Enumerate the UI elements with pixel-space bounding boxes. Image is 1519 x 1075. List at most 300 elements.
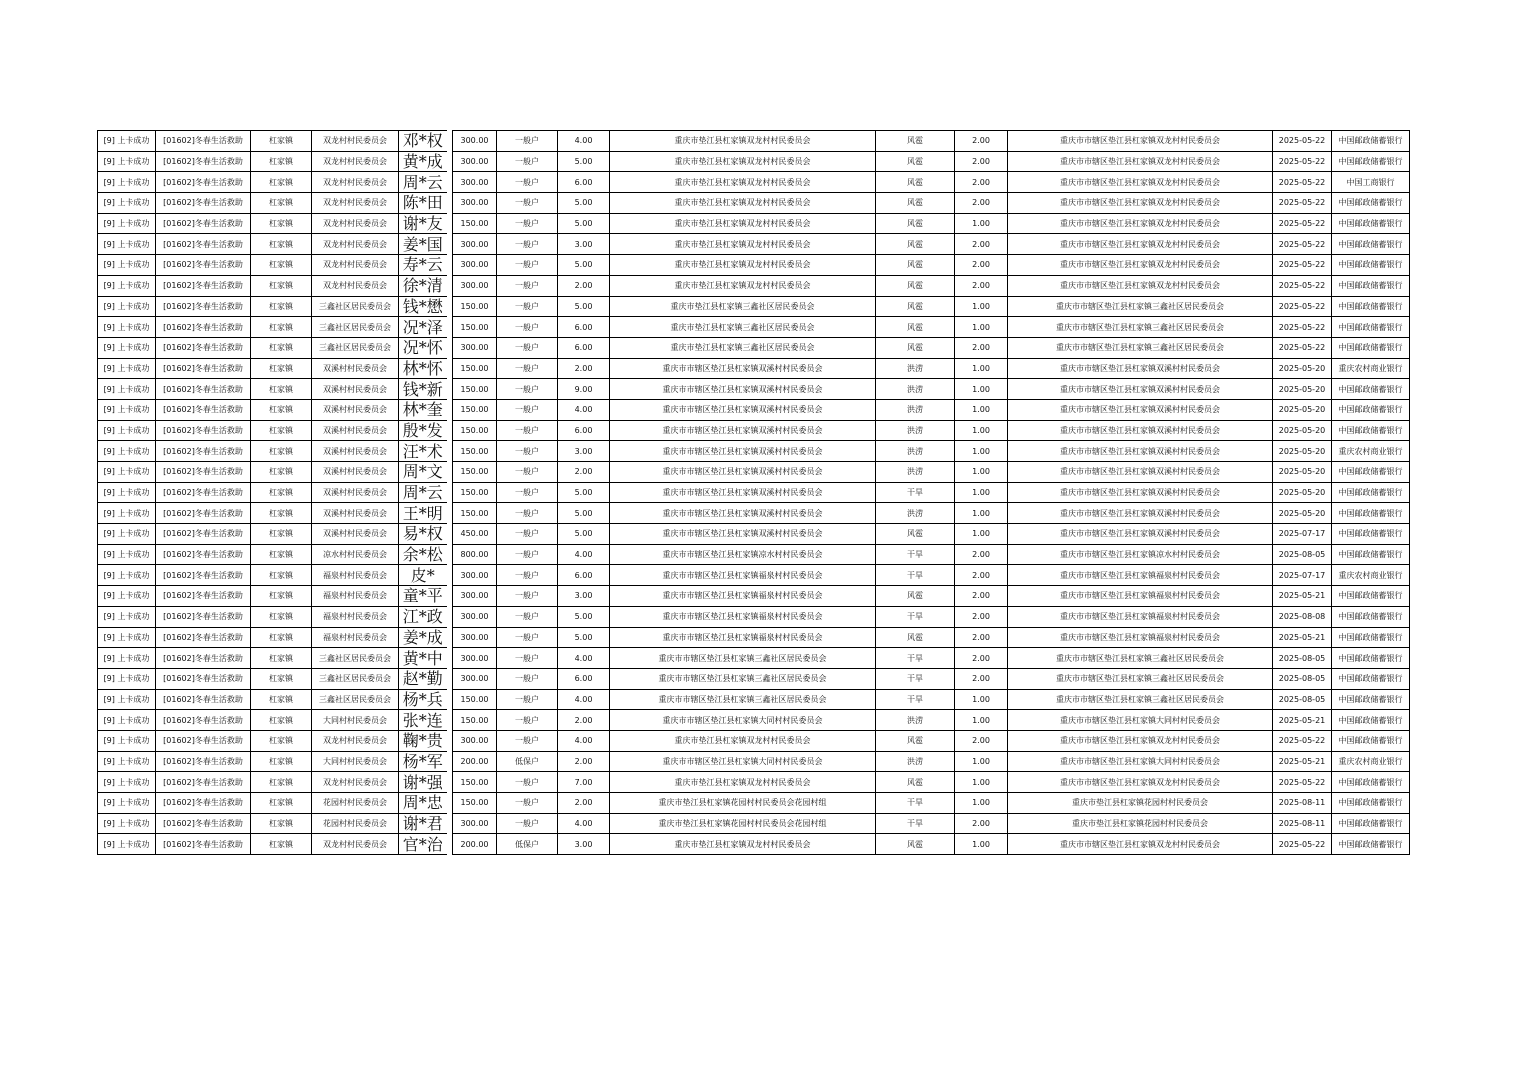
cell-town: 杠家镇 — [251, 420, 312, 441]
cell-program: [01602]冬春生活救助 — [156, 606, 251, 627]
cell-program: [01602]冬春生活救助 — [156, 420, 251, 441]
cell-registered-address: 重庆市垫江县杠家镇花园村村民委员会 — [1008, 793, 1273, 814]
cell-town: 杠家镇 — [251, 337, 312, 358]
table-row — [98, 648, 1410, 669]
cell-bank: 中国邮政储蓄银行 — [1332, 834, 1410, 855]
cell-committee: 双龙村村民委员会 — [312, 275, 399, 296]
cell-registered-address: 重庆市市辖区垫江县杠家镇双溪村村民委员会 — [1008, 379, 1273, 400]
table-row — [98, 151, 1410, 172]
cell-committee: 双溪村村民委员会 — [312, 379, 399, 400]
cell-persons: 1.00 — [955, 482, 1008, 503]
cell-committee: 三鑫社区居民委员会 — [312, 668, 399, 689]
cell-amount: 300.00 — [453, 586, 497, 607]
cell-status: [9] 上卡成功 — [98, 317, 156, 338]
cell-address: 重庆市垫江县杠家镇花园村村民委员会花园村组 — [610, 813, 876, 834]
cell-committee: 福泉村村民委员会 — [312, 606, 399, 627]
cell-program: [01602]冬春生活救助 — [156, 131, 251, 152]
cell-amount: 150.00 — [453, 441, 497, 462]
table-row — [98, 606, 1410, 627]
cell-disaster-type: 干旱 — [876, 813, 955, 834]
table-row — [98, 172, 1410, 193]
cell-registered-address: 重庆市市辖区垫江县杠家镇双龙村村民委员会 — [1008, 275, 1273, 296]
cell-status: [9] 上卡成功 — [98, 793, 156, 814]
cell-bank: 中国邮政储蓄银行 — [1332, 544, 1410, 565]
cell-registered-address: 重庆市市辖区垫江县杠家镇双龙村村民委员会 — [1008, 772, 1273, 793]
cell-status: [9] 上卡成功 — [98, 441, 156, 462]
cell-committee: 双龙村村民委员会 — [312, 172, 399, 193]
cell-address: 重庆市市辖区垫江县杠家镇双溪村村民委员会 — [610, 358, 876, 379]
cell-committee: 双龙村村民委员会 — [312, 834, 399, 855]
cell-household-type: 一般户 — [497, 689, 558, 710]
cell-program: [01602]冬春生活救助 — [156, 524, 251, 545]
cell-program: [01602]冬春生活救助 — [156, 213, 251, 234]
cell-status: [9] 上卡成功 — [98, 544, 156, 565]
cell-program: [01602]冬春生活救助 — [156, 751, 251, 772]
cell-status: [9] 上卡成功 — [98, 275, 156, 296]
cell-registered-address: 重庆市市辖区垫江县杠家镇三鑫社区居民委员会 — [1008, 296, 1273, 317]
table-row — [98, 255, 1410, 276]
cell-address: 重庆市垫江县杠家镇双龙村村民委员会 — [610, 151, 876, 172]
cell-household-size: 4.00 — [558, 730, 610, 751]
cell-program: [01602]冬春生活救助 — [156, 255, 251, 276]
cell-date: 2025-05-20 — [1273, 482, 1332, 503]
cell-amount: 200.00 — [453, 751, 497, 772]
cell-status: [9] 上卡成功 — [98, 131, 156, 152]
cell-registered-address: 重庆市市辖区垫江县杠家镇福泉村村民委员会 — [1008, 627, 1273, 648]
cell-committee: 三鑫社区居民委员会 — [312, 337, 399, 358]
cell-disaster-type: 干旱 — [876, 689, 955, 710]
cell-status: [9] 上卡成功 — [98, 482, 156, 503]
cell-disaster-type: 风雹 — [876, 151, 955, 172]
cell-persons: 2.00 — [955, 627, 1008, 648]
cell-persons: 1.00 — [955, 834, 1008, 855]
cell-disaster-type: 洪涝 — [876, 420, 955, 441]
cell-program: [01602]冬春生活救助 — [156, 689, 251, 710]
cell-household-size: 3.00 — [558, 234, 610, 255]
cell-bank: 重庆农村商业银行 — [1332, 565, 1410, 586]
cell-amount: 300.00 — [453, 668, 497, 689]
cell-date: 2025-08-05 — [1273, 668, 1332, 689]
cell-town: 杠家镇 — [251, 131, 312, 152]
cell-persons: 1.00 — [955, 399, 1008, 420]
cell-town: 杠家镇 — [251, 730, 312, 751]
cell-disaster-type: 干旱 — [876, 648, 955, 669]
cell-address: 重庆市垫江县杠家镇双龙村村民委员会 — [610, 255, 876, 276]
cell-household-size: 5.00 — [558, 482, 610, 503]
cell-status: [9] 上卡成功 — [98, 151, 156, 172]
cell-address: 重庆市垫江县杠家镇三鑫社区居民委员会 — [610, 317, 876, 338]
cell-disaster-type: 洪涝 — [876, 503, 955, 524]
cell-address: 重庆市市辖区垫江县杠家镇三鑫社区居民委员会 — [610, 648, 876, 669]
cell-registered-address: 重庆市市辖区垫江县杠家镇福泉村村民委员会 — [1008, 586, 1273, 607]
cell-household-size: 4.00 — [558, 544, 610, 565]
cell-date: 2025-05-22 — [1273, 151, 1332, 172]
cell-address: 重庆市垫江县杠家镇三鑫社区居民委员会 — [610, 337, 876, 358]
cell-status: [9] 上卡成功 — [98, 606, 156, 627]
cell-persons: 1.00 — [955, 503, 1008, 524]
cell-committee: 三鑫社区居民委员会 — [312, 296, 399, 317]
cell-status: [9] 上卡成功 — [98, 213, 156, 234]
cell-town: 杠家镇 — [251, 213, 312, 234]
cell-amount: 150.00 — [453, 420, 497, 441]
cell-household-type: 一般户 — [497, 565, 558, 586]
cell-name: 周*云 — [399, 482, 447, 503]
cell-disaster-type: 风雹 — [876, 213, 955, 234]
table-body — [98, 131, 1410, 855]
table-row — [98, 358, 1410, 379]
cell-bank: 重庆农村商业银行 — [1332, 358, 1410, 379]
cell-bank: 中国邮政储蓄银行 — [1332, 668, 1410, 689]
cell-household-type: 一般户 — [497, 131, 558, 152]
cell-status: [9] 上卡成功 — [98, 668, 156, 689]
cell-bank: 中国邮政储蓄银行 — [1332, 606, 1410, 627]
cell-bank: 中国邮政储蓄银行 — [1332, 462, 1410, 483]
cell-disaster-type: 风雹 — [876, 730, 955, 751]
table-row — [98, 420, 1410, 441]
cell-persons: 2.00 — [955, 565, 1008, 586]
cell-program: [01602]冬春生活救助 — [156, 317, 251, 338]
cell-household-type: 一般户 — [497, 462, 558, 483]
cell-amount: 150.00 — [453, 399, 497, 420]
cell-household-size: 5.00 — [558, 151, 610, 172]
relief-data-table — [97, 130, 1410, 855]
cell-amount: 300.00 — [453, 813, 497, 834]
cell-date: 2025-05-20 — [1273, 420, 1332, 441]
cell-household-size: 5.00 — [558, 606, 610, 627]
cell-date: 2025-05-20 — [1273, 358, 1332, 379]
cell-date: 2025-08-11 — [1273, 813, 1332, 834]
cell-bank: 中国邮政储蓄银行 — [1332, 793, 1410, 814]
cell-committee: 双龙村村民委员会 — [312, 772, 399, 793]
cell-amount: 300.00 — [453, 151, 497, 172]
cell-name: 殷*发 — [399, 420, 447, 441]
cell-town: 杠家镇 — [251, 544, 312, 565]
cell-address: 重庆市垫江县杠家镇双龙村村民委员会 — [610, 730, 876, 751]
cell-program: [01602]冬春生活救助 — [156, 193, 251, 214]
cell-amount: 300.00 — [453, 234, 497, 255]
cell-registered-address: 重庆市市辖区垫江县杠家镇双溪村村民委员会 — [1008, 420, 1273, 441]
cell-address: 重庆市市辖区垫江县杠家镇福泉村村民委员会 — [610, 565, 876, 586]
cell-program: [01602]冬春生活救助 — [156, 379, 251, 400]
cell-status: [9] 上卡成功 — [98, 586, 156, 607]
table-row — [98, 627, 1410, 648]
cell-address: 重庆市垫江县杠家镇三鑫社区居民委员会 — [610, 296, 876, 317]
cell-bank: 中国邮政储蓄银行 — [1332, 813, 1410, 834]
cell-program: [01602]冬春生活救助 — [156, 772, 251, 793]
cell-household-type: 一般户 — [497, 337, 558, 358]
cell-committee: 双龙村村民委员会 — [312, 730, 399, 751]
cell-committee: 双龙村村民委员会 — [312, 255, 399, 276]
cell-household-size: 5.00 — [558, 627, 610, 648]
cell-household-size: 6.00 — [558, 668, 610, 689]
cell-date: 2025-05-20 — [1273, 462, 1332, 483]
cell-disaster-type: 干旱 — [876, 793, 955, 814]
cell-household-type: 一般户 — [497, 379, 558, 400]
table-row — [98, 668, 1410, 689]
cell-disaster-type: 洪涝 — [876, 358, 955, 379]
cell-household-type: 一般户 — [497, 213, 558, 234]
cell-name: 易*权 — [399, 524, 447, 545]
cell-program: [01602]冬春生活救助 — [156, 503, 251, 524]
cell-registered-address: 重庆市市辖区垫江县杠家镇双龙村村民委员会 — [1008, 255, 1273, 276]
cell-registered-address: 重庆市垫江县杠家镇花园村村民委员会 — [1008, 813, 1273, 834]
cell-town: 杠家镇 — [251, 482, 312, 503]
table-row — [98, 793, 1410, 814]
cell-persons: 2.00 — [955, 648, 1008, 669]
cell-bank: 中国邮政储蓄银行 — [1332, 420, 1410, 441]
cell-household-type: 一般户 — [497, 317, 558, 338]
table-row — [98, 813, 1410, 834]
cell-amount: 300.00 — [453, 730, 497, 751]
cell-town: 杠家镇 — [251, 606, 312, 627]
cell-registered-address: 重庆市市辖区垫江县杠家镇大同村村民委员会 — [1008, 751, 1273, 772]
cell-household-type: 一般户 — [497, 151, 558, 172]
cell-name: 黄*成 — [399, 151, 447, 172]
cell-name: 姜*国 — [399, 234, 447, 255]
cell-name: 张*连 — [399, 710, 447, 731]
cell-amount: 150.00 — [453, 793, 497, 814]
table-row — [98, 131, 1410, 152]
cell-disaster-type: 风雹 — [876, 772, 955, 793]
cell-name: 况*泽 — [399, 317, 447, 338]
cell-status: [9] 上卡成功 — [98, 772, 156, 793]
cell-town: 杠家镇 — [251, 358, 312, 379]
table-row — [98, 503, 1410, 524]
table-row — [98, 317, 1410, 338]
cell-town: 杠家镇 — [251, 399, 312, 420]
cell-household-type: 一般户 — [497, 524, 558, 545]
cell-address: 重庆市市辖区垫江县杠家镇双溪村村民委员会 — [610, 399, 876, 420]
cell-name: 余*松 — [399, 544, 447, 565]
cell-household-size: 6.00 — [558, 565, 610, 586]
table-row — [98, 586, 1410, 607]
cell-name: 谢*友 — [399, 213, 447, 234]
cell-persons: 2.00 — [955, 234, 1008, 255]
cell-address: 重庆市市辖区垫江县杠家镇双溪村村民委员会 — [610, 420, 876, 441]
cell-registered-address: 重庆市市辖区垫江县杠家镇双龙村村民委员会 — [1008, 834, 1273, 855]
cell-date: 2025-05-22 — [1273, 730, 1332, 751]
cell-town: 杠家镇 — [251, 524, 312, 545]
cell-disaster-type: 风雹 — [876, 275, 955, 296]
cell-date: 2025-05-22 — [1273, 834, 1332, 855]
cell-persons: 2.00 — [955, 193, 1008, 214]
cell-town: 杠家镇 — [251, 668, 312, 689]
cell-address: 重庆市市辖区垫江县杠家镇福泉村村民委员会 — [610, 627, 876, 648]
cell-date: 2025-05-21 — [1273, 627, 1332, 648]
cell-persons: 1.00 — [955, 751, 1008, 772]
cell-household-type: 一般户 — [497, 793, 558, 814]
cell-program: [01602]冬春生活救助 — [156, 358, 251, 379]
cell-amount: 800.00 — [453, 544, 497, 565]
table-row — [98, 213, 1410, 234]
cell-name: 徐*清 — [399, 275, 447, 296]
cell-bank: 中国邮政储蓄银行 — [1332, 131, 1410, 152]
cell-address: 重庆市市辖区垫江县杠家镇凉水村村民委员会 — [610, 544, 876, 565]
cell-registered-address: 重庆市市辖区垫江县杠家镇双龙村村民委员会 — [1008, 730, 1273, 751]
cell-household-size: 4.00 — [558, 399, 610, 420]
cell-persons: 2.00 — [955, 172, 1008, 193]
cell-status: [9] 上卡成功 — [98, 337, 156, 358]
cell-household-size: 6.00 — [558, 337, 610, 358]
table-row — [98, 565, 1410, 586]
cell-committee: 双龙村村民委员会 — [312, 151, 399, 172]
cell-disaster-type: 干旱 — [876, 668, 955, 689]
cell-household-size: 4.00 — [558, 689, 610, 710]
cell-amount: 150.00 — [453, 710, 497, 731]
cell-committee: 福泉村村民委员会 — [312, 586, 399, 607]
cell-address: 重庆市市辖区垫江县杠家镇双溪村村民委员会 — [610, 462, 876, 483]
cell-date: 2025-08-05 — [1273, 544, 1332, 565]
cell-bank: 重庆农村商业银行 — [1332, 751, 1410, 772]
table-row — [98, 710, 1410, 731]
cell-program: [01602]冬春生活救助 — [156, 337, 251, 358]
cell-date: 2025-08-05 — [1273, 648, 1332, 669]
cell-status: [9] 上卡成功 — [98, 730, 156, 751]
cell-bank: 中国邮政储蓄银行 — [1332, 772, 1410, 793]
cell-name: 王*明 — [399, 503, 447, 524]
cell-household-size: 4.00 — [558, 813, 610, 834]
cell-date: 2025-05-22 — [1273, 193, 1332, 214]
cell-household-type: 一般户 — [497, 730, 558, 751]
cell-committee: 三鑫社区居民委员会 — [312, 317, 399, 338]
cell-registered-address: 重庆市市辖区垫江县杠家镇双溪村村民委员会 — [1008, 524, 1273, 545]
cell-disaster-type: 洪涝 — [876, 441, 955, 462]
cell-committee: 三鑫社区居民委员会 — [312, 648, 399, 669]
cell-household-size: 7.00 — [558, 772, 610, 793]
cell-amount: 300.00 — [453, 255, 497, 276]
cell-persons: 1.00 — [955, 462, 1008, 483]
cell-status: [9] 上卡成功 — [98, 296, 156, 317]
cell-registered-address: 重庆市市辖区垫江县杠家镇双溪村村民委员会 — [1008, 462, 1273, 483]
cell-name: 皮* — [399, 565, 447, 586]
cell-amount: 150.00 — [453, 772, 497, 793]
cell-name: 林*奎 — [399, 399, 447, 420]
table-row — [98, 441, 1410, 462]
cell-program: [01602]冬春生活救助 — [156, 648, 251, 669]
cell-household-type: 一般户 — [497, 648, 558, 669]
cell-disaster-type: 干旱 — [876, 544, 955, 565]
cell-persons: 1.00 — [955, 213, 1008, 234]
cell-amount: 150.00 — [453, 462, 497, 483]
cell-address: 重庆市垫江县杠家镇双龙村村民委员会 — [610, 131, 876, 152]
cell-address: 重庆市市辖区垫江县杠家镇双溪村村民委员会 — [610, 503, 876, 524]
cell-town: 杠家镇 — [251, 234, 312, 255]
cell-household-size: 3.00 — [558, 586, 610, 607]
cell-date: 2025-05-22 — [1273, 172, 1332, 193]
cell-date: 2025-05-20 — [1273, 379, 1332, 400]
cell-committee: 双溪村村民委员会 — [312, 441, 399, 462]
cell-status: [9] 上卡成功 — [98, 813, 156, 834]
cell-registered-address: 重庆市市辖区垫江县杠家镇三鑫社区居民委员会 — [1008, 668, 1273, 689]
cell-committee: 福泉村村民委员会 — [312, 627, 399, 648]
cell-address: 重庆市垫江县杠家镇双龙村村民委员会 — [610, 193, 876, 214]
table-row — [98, 234, 1410, 255]
cell-name: 陈*田 — [399, 193, 447, 214]
cell-bank: 中国邮政储蓄银行 — [1332, 730, 1410, 751]
cell-committee: 双溪村村民委员会 — [312, 399, 399, 420]
cell-registered-address: 重庆市市辖区垫江县杠家镇双溪村村民委员会 — [1008, 441, 1273, 462]
cell-name: 林*怀 — [399, 358, 447, 379]
cell-household-type: 一般户 — [497, 234, 558, 255]
cell-committee: 双溪村村民委员会 — [312, 462, 399, 483]
cell-status: [9] 上卡成功 — [98, 420, 156, 441]
cell-committee: 双溪村村民委员会 — [312, 524, 399, 545]
cell-town: 杠家镇 — [251, 441, 312, 462]
cell-committee: 双龙村村民委员会 — [312, 131, 399, 152]
cell-address: 重庆市市辖区垫江县杠家镇三鑫社区居民委员会 — [610, 668, 876, 689]
cell-address: 重庆市垫江县杠家镇双龙村村民委员会 — [610, 172, 876, 193]
table-row — [98, 544, 1410, 565]
cell-bank: 中国邮政储蓄银行 — [1332, 689, 1410, 710]
table-row — [98, 730, 1410, 751]
cell-date: 2025-05-21 — [1273, 751, 1332, 772]
cell-status: [9] 上卡成功 — [98, 234, 156, 255]
cell-registered-address: 重庆市市辖区垫江县杠家镇双龙村村民委员会 — [1008, 234, 1273, 255]
cell-registered-address: 重庆市市辖区垫江县杠家镇凉水村村民委员会 — [1008, 544, 1273, 565]
cell-persons: 2.00 — [955, 813, 1008, 834]
cell-persons: 1.00 — [955, 793, 1008, 814]
table-row — [98, 337, 1410, 358]
cell-program: [01602]冬春生活救助 — [156, 586, 251, 607]
cell-program: [01602]冬春生活救助 — [156, 296, 251, 317]
cell-registered-address: 重庆市市辖区垫江县杠家镇双龙村村民委员会 — [1008, 193, 1273, 214]
cell-amount: 300.00 — [453, 648, 497, 669]
table-row — [98, 379, 1410, 400]
cell-registered-address: 重庆市市辖区垫江县杠家镇大同村村民委员会 — [1008, 710, 1273, 731]
cell-program: [01602]冬春生活救助 — [156, 627, 251, 648]
cell-date: 2025-05-20 — [1273, 441, 1332, 462]
cell-amount: 450.00 — [453, 524, 497, 545]
cell-household-size: 2.00 — [558, 358, 610, 379]
cell-program: [01602]冬春生活救助 — [156, 710, 251, 731]
cell-town: 杠家镇 — [251, 172, 312, 193]
cell-bank: 中国邮政储蓄银行 — [1332, 234, 1410, 255]
cell-program: [01602]冬春生活救助 — [156, 462, 251, 483]
cell-committee: 大同村村民委员会 — [312, 751, 399, 772]
cell-bank: 中国邮政储蓄银行 — [1332, 627, 1410, 648]
cell-name: 周*云 — [399, 172, 447, 193]
cell-persons: 1.00 — [955, 772, 1008, 793]
cell-household-type: 一般户 — [497, 296, 558, 317]
cell-bank: 中国邮政储蓄银行 — [1332, 317, 1410, 338]
cell-bank: 中国邮政储蓄银行 — [1332, 275, 1410, 296]
cell-disaster-type: 干旱 — [876, 565, 955, 586]
cell-bank: 中国邮政储蓄银行 — [1332, 503, 1410, 524]
cell-date: 2025-05-22 — [1273, 234, 1332, 255]
cell-amount: 200.00 — [453, 834, 497, 855]
cell-address: 重庆市市辖区垫江县杠家镇大同村村民委员会 — [610, 751, 876, 772]
cell-date: 2025-05-20 — [1273, 503, 1332, 524]
cell-household-size: 9.00 — [558, 379, 610, 400]
cell-persons: 1.00 — [955, 296, 1008, 317]
cell-household-type: 一般户 — [497, 193, 558, 214]
cell-town: 杠家镇 — [251, 627, 312, 648]
cell-date: 2025-05-22 — [1273, 275, 1332, 296]
cell-status: [9] 上卡成功 — [98, 379, 156, 400]
cell-persons: 2.00 — [955, 668, 1008, 689]
cell-town: 杠家镇 — [251, 834, 312, 855]
cell-registered-address: 重庆市市辖区垫江县杠家镇三鑫社区居民委员会 — [1008, 317, 1273, 338]
cell-address: 重庆市垫江县杠家镇双龙村村民委员会 — [610, 772, 876, 793]
cell-town: 杠家镇 — [251, 751, 312, 772]
cell-amount: 150.00 — [453, 358, 497, 379]
cell-date: 2025-05-22 — [1273, 772, 1332, 793]
cell-registered-address: 重庆市市辖区垫江县杠家镇三鑫社区居民委员会 — [1008, 337, 1273, 358]
cell-disaster-type: 风雹 — [876, 337, 955, 358]
cell-persons: 1.00 — [955, 710, 1008, 731]
cell-disaster-type: 风雹 — [876, 255, 955, 276]
cell-amount: 300.00 — [453, 606, 497, 627]
